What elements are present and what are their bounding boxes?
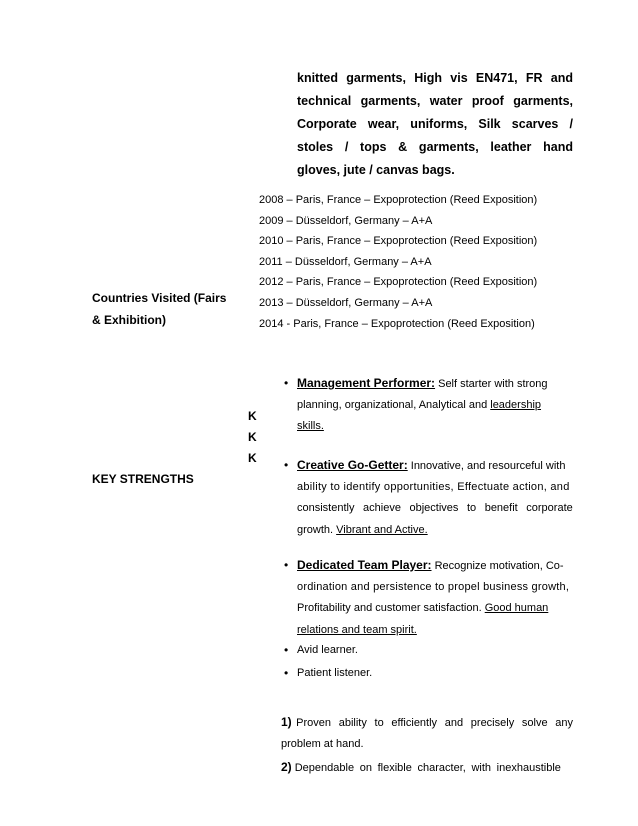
strength-text: Profitability and customer satisfaction. (297, 602, 485, 614)
numbered-line (281, 712, 573, 734)
countries-label-line: & Exhibition) (92, 313, 166, 327)
exhibition-entry: 2014 - Paris, France – Expoprotection (Reed Exposition) (259, 317, 535, 330)
stray-k: K (248, 430, 257, 444)
point-number: 2) (281, 760, 292, 774)
exhibition-entry: 2010 – Paris, France – Expoprotection (Reed Exposition) (259, 235, 538, 248)
exhibition-entry: 2011 – Düsseldorf, Germany – A+A (259, 255, 432, 268)
simple-strength: Patient listener. (297, 667, 373, 679)
strength-line (297, 577, 577, 599)
strength-item (297, 555, 577, 641)
strength-line (297, 416, 573, 438)
strength-item (297, 455, 573, 541)
strength-line (297, 455, 573, 477)
exhibition-list (259, 190, 579, 334)
bullet-icon: • (284, 376, 289, 390)
bullet-icon: • (284, 666, 289, 680)
strength-underlined-text: Vibrant and Active. (336, 523, 428, 536)
products-line: knitted garments, High vis EN471, FR and (297, 71, 573, 85)
strength-text: Recognize motivation, Co- (431, 560, 564, 572)
products-line: Corporate wear, uniforms, Silk scarves / (297, 117, 573, 131)
point-text: Proven ability to efficiently and precisely solve any (296, 717, 573, 729)
strength-line (297, 520, 573, 542)
exhibition-entry: 2008 – Paris, France – Expoprotection (Reed Exposition) (259, 194, 538, 206)
products-line: technical garments, water proof garments, (297, 94, 573, 108)
point-text: problem at hand. (281, 737, 364, 750)
exhibition-entry: 2012 – Paris, France – Expoprotection (Reed Exposition) (259, 276, 538, 289)
strength-heading: Management Performer: (297, 376, 436, 390)
numbered-point (281, 712, 573, 755)
stray-k-letters (248, 406, 257, 469)
strength-text: Innovative, and resourceful with (407, 460, 566, 472)
products-paragraph (297, 67, 573, 182)
strength-line (297, 598, 577, 620)
bullet-icon: • (284, 643, 289, 657)
exhibition-entry: 2009 – Düsseldorf, Germany – A+A (259, 214, 433, 227)
strength-underlined-text: skills. (297, 420, 324, 432)
countries-label-line: Countries Visited (Fairs (92, 291, 227, 305)
strength-text: growth. (297, 523, 337, 536)
strength-text: ordination and persistence to propel business growth, (297, 580, 570, 593)
products-line: gloves, jute / canvas bags. (297, 163, 455, 177)
stray-k: K (248, 451, 257, 465)
strength-text: ability to identify opportunities, Effectuate action, and (297, 480, 570, 493)
strength-text: consistently achieve objectives to benefit corporate (297, 502, 573, 514)
point-number: 1) (281, 715, 292, 729)
countries-visited-label (92, 287, 252, 331)
strength-text: Self starter with strong (435, 378, 548, 390)
strength-heading: Creative Go-Getter: (297, 458, 408, 472)
strength-line (297, 620, 577, 642)
strength-item (297, 373, 573, 438)
strength-underlined-text: relations and team spirit. (297, 623, 417, 636)
point-text: Dependable on flexible character, with inexhaustible (294, 762, 561, 774)
bullet-icon: • (284, 558, 289, 572)
strength-line (297, 373, 573, 395)
bullet-icon: • (284, 458, 289, 472)
strength-line (297, 477, 573, 499)
simple-strength: Avid learner. (297, 644, 358, 656)
strength-line (297, 498, 573, 520)
strength-underlined-text: Good human (484, 602, 549, 614)
numbered-point (281, 757, 573, 779)
strength-line (297, 395, 573, 417)
exhibition-entry: 2013 – Düsseldorf, Germany – A+A (259, 296, 433, 309)
strength-heading: Dedicated Team Player: (297, 558, 432, 572)
strength-text: planning, organizational, Analytical and (297, 398, 491, 411)
strength-underlined-text: leadership (490, 398, 542, 411)
key-strengths-label: KEY STRENGTHS (92, 472, 194, 486)
stray-k: K (248, 409, 257, 423)
numbered-line (281, 757, 573, 779)
products-line: stoles / tops & garments, leather hand (297, 140, 573, 154)
strength-line (297, 555, 577, 577)
